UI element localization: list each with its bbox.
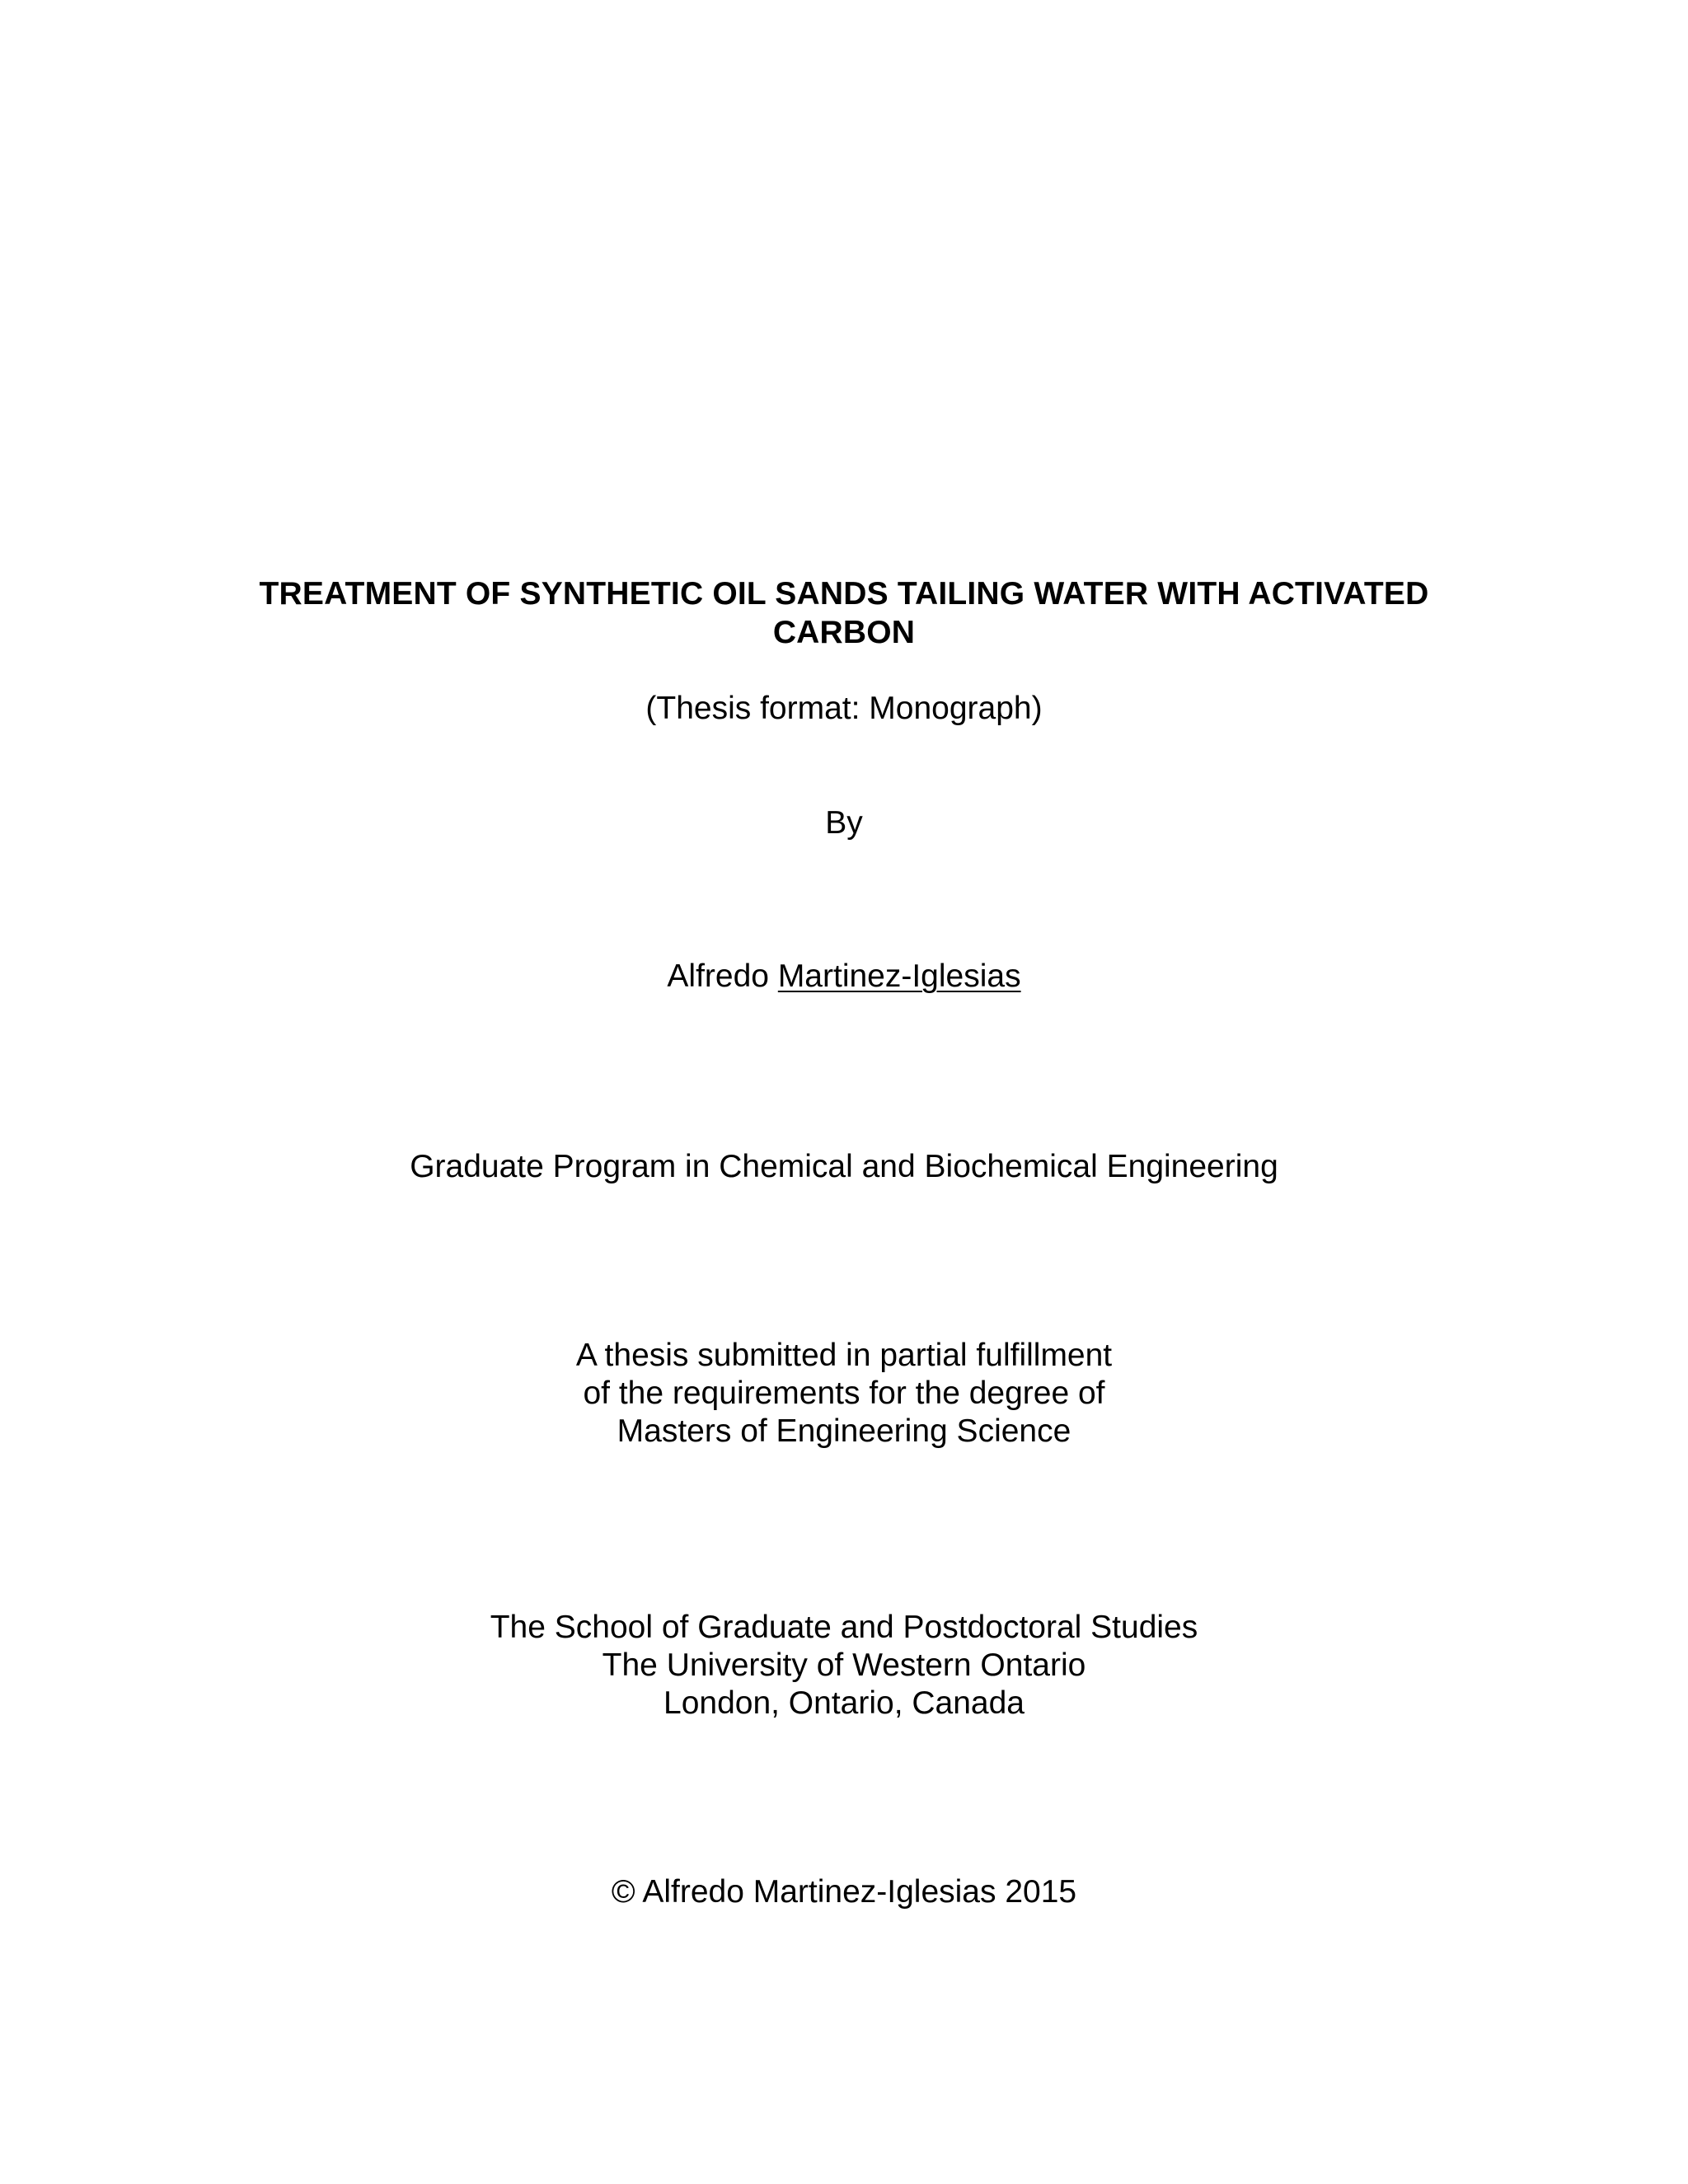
thesis-title-line-2: CARBON	[772, 615, 916, 650]
thesis-format: (Thesis format: Monograph)	[645, 691, 1043, 726]
degree-statement-line-3: Masters of Engineering Science	[617, 1413, 1071, 1449]
degree-statement	[0, 1337, 1688, 1451]
author-given-name: Alfredo	[667, 958, 769, 994]
institution-line-3: London, Ontario, Canada	[663, 1685, 1025, 1721]
institution-line-1: The School of Graduate and Postdoctoral Studies	[490, 1610, 1198, 1645]
copyright-notice: © Alfredo Martinez-Iglesias 2015	[611, 1874, 1077, 1910]
institution-block	[0, 1609, 1688, 1722]
thesis-title	[0, 574, 1688, 652]
by-label: By	[825, 805, 863, 841]
thesis-title-line-1: TREATMENT OF SYNTHETIC OIL SANDS TAILING WATER WITH ACTIVATED	[259, 576, 1429, 612]
degree-statement-line-2: of the requirements for the degree of	[583, 1376, 1105, 1411]
author-surname: Martinez-Iglesias	[777, 958, 1021, 994]
institution-line-2: The University of Western Ontario	[602, 1647, 1086, 1683]
degree-statement-line-1: A thesis submitted in partial fulfillment	[575, 1338, 1113, 1373]
graduate-program: Graduate Program in Chemical and Biochemical Engineering	[410, 1149, 1278, 1184]
author-name	[0, 957, 1688, 996]
